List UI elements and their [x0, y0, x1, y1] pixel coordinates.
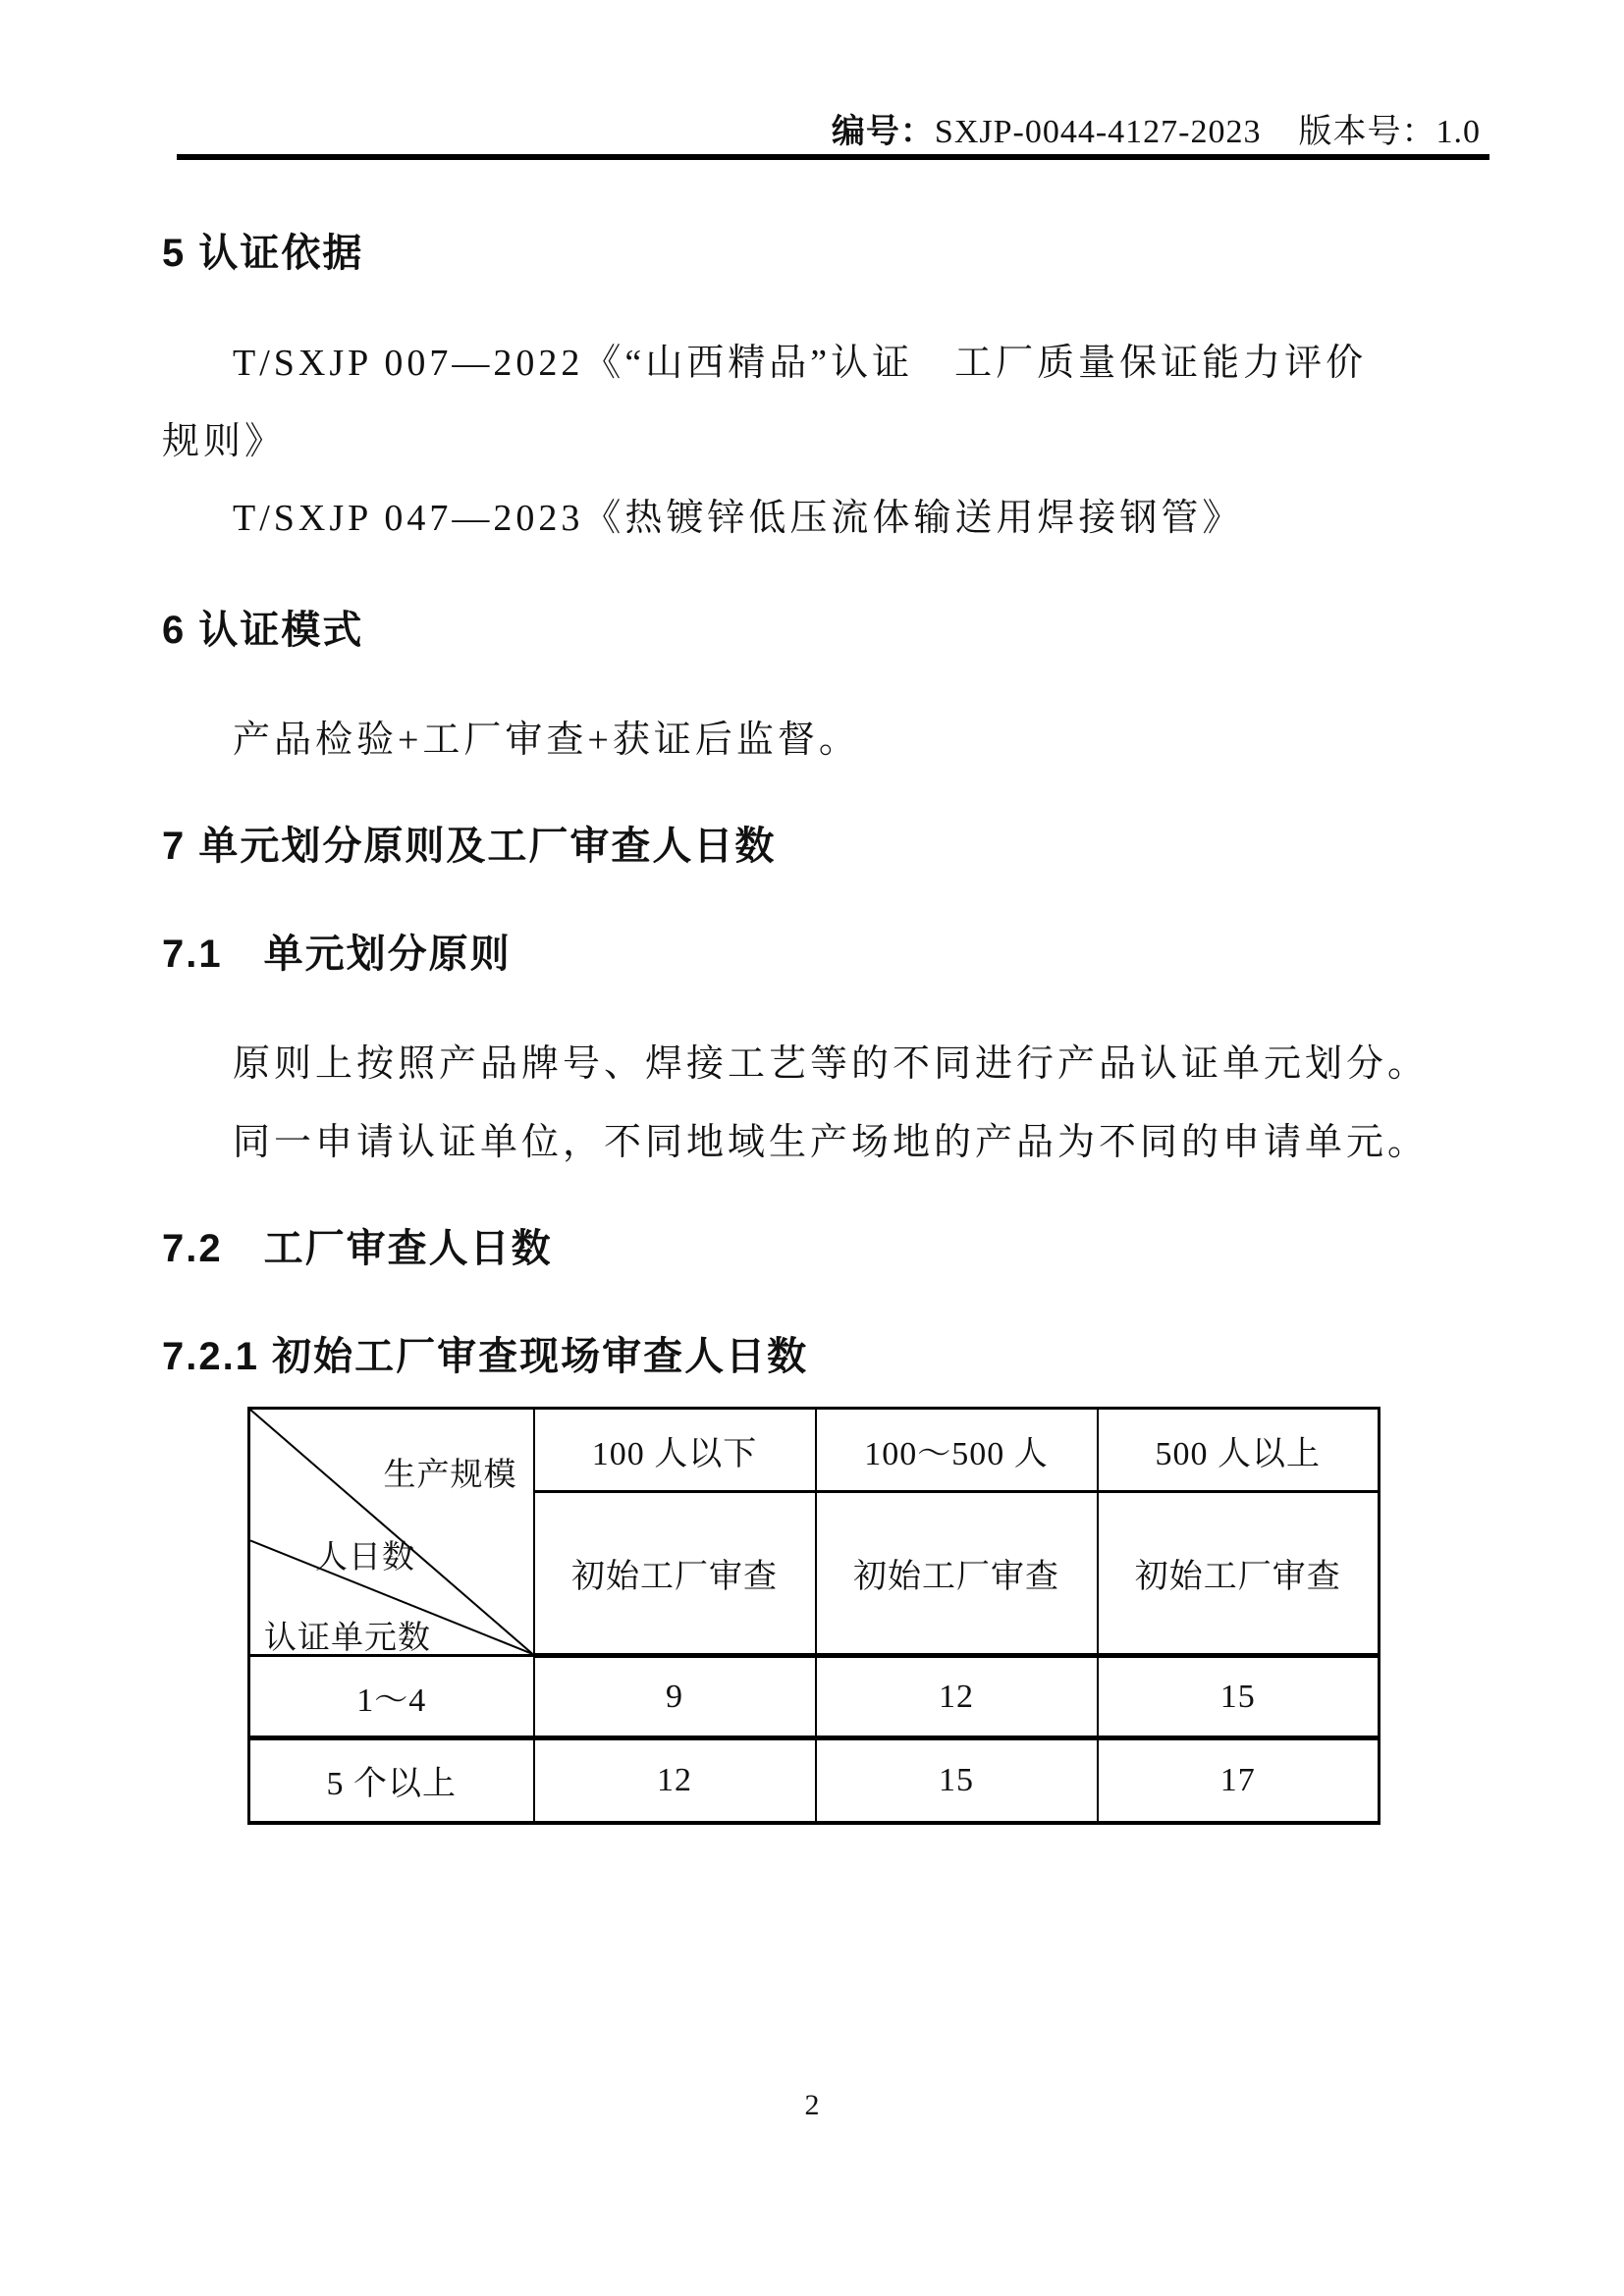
table-row-label: 5 个以上	[249, 1738, 534, 1823]
diagonal-label-cert-units: 认证单元数	[264, 1621, 431, 1656]
table-sub-header: 初始工厂审查	[816, 1492, 1098, 1656]
table-cell: 12	[534, 1738, 816, 1823]
document-header	[832, 104, 1481, 152]
table-diagonal-header-cell	[249, 1409, 534, 1656]
section7-title: 7 单元划分原则及工厂审查人日数	[162, 825, 777, 868]
doc-number-label: 编号：	[831, 113, 935, 150]
header-divider	[177, 154, 1489, 160]
table-cell: 15	[816, 1738, 1098, 1823]
section7-1-paragraph-line1: 原则上按照产品牌号、焊接工艺等的不同进行产品认证单元划分。	[233, 1043, 1430, 1085]
section5-paragraph1-line1: T/SXJP 007—2022《“山西精品”认证 工厂质量保证能力评价	[233, 343, 1368, 384]
section7-1-title: 7.1 单元划分原则	[162, 933, 512, 976]
table-cell: 9	[534, 1656, 816, 1738]
table-col-header: 100～500 人	[816, 1409, 1098, 1492]
version-value: 1.0	[1435, 114, 1481, 150]
section7-1-paragraph-line2: 同一申请认证单位，不同地域生产场地的产品为不同的申请单元。	[233, 1122, 1430, 1163]
diagonal-label-man-days: 人日数	[315, 1540, 415, 1575]
version-label: 版本号：	[1298, 114, 1436, 150]
table-cell: 12	[816, 1656, 1098, 1738]
table-sub-header: 初始工厂审查	[1098, 1492, 1380, 1656]
section7-2-1-title: 7.2.1 初始工厂审查现场审查人日数	[162, 1335, 809, 1378]
section7-2-title: 7.2 工厂审查人日数	[162, 1227, 553, 1270]
doc-number-value: SXJP-0044-4127-2023	[934, 114, 1262, 150]
section5-paragraph2: T/SXJP 047—2023《热镀锌低压流体输送用焊接钢管》	[233, 498, 1244, 539]
table-cell: 17	[1098, 1738, 1380, 1823]
audit-man-days-table	[247, 1407, 1380, 1825]
section6-title: 6 认证模式	[162, 609, 364, 652]
table-sub-header: 初始工厂审查	[534, 1492, 816, 1656]
section5-title: 5 认证依据	[162, 232, 364, 275]
section6-paragraph: 产品检验+工厂审查+获证后监督。	[233, 720, 860, 761]
section5-paragraph1-line2: 规则》	[162, 421, 287, 462]
page-number: 2	[804, 2089, 820, 2121]
table-col-header: 500 人以上	[1098, 1409, 1380, 1492]
table-col-header: 100 人以下	[534, 1409, 816, 1492]
table-row-label: 1～4	[249, 1656, 534, 1738]
table-cell: 15	[1098, 1656, 1380, 1738]
diagonal-label-production-scale: 生产规模	[383, 1458, 517, 1493]
